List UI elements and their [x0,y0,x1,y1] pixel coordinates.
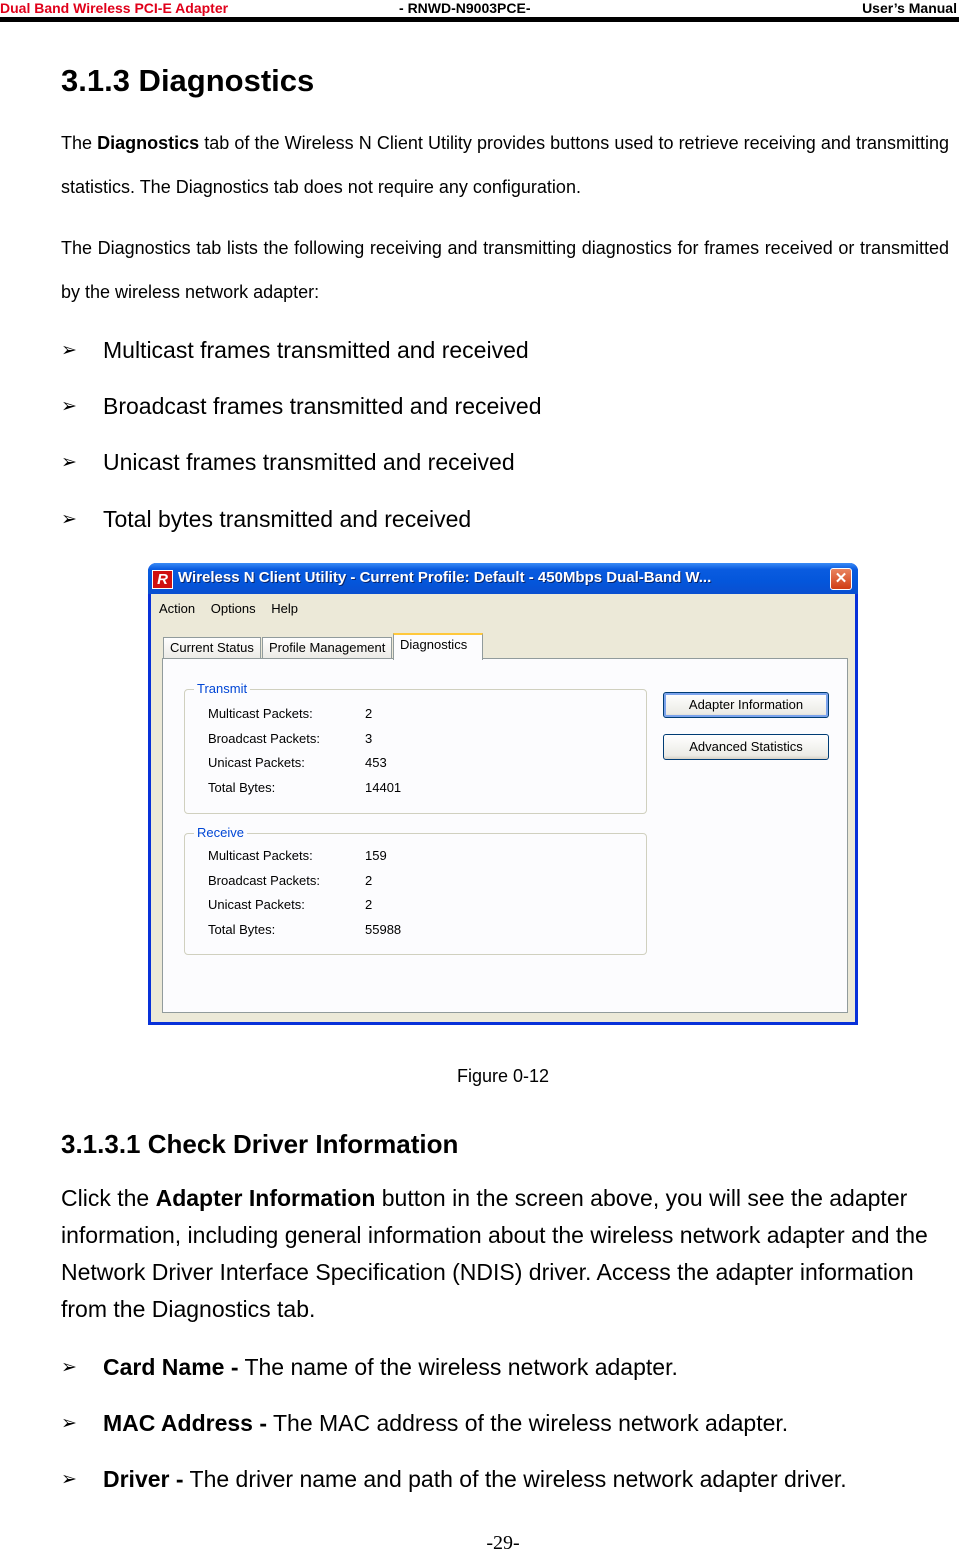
header-rule [0,17,959,22]
arrow-bullet-icon: ➢ [61,1468,77,1490]
figure-caption: Figure 0-12 [456,1066,550,1086]
transmit-group [184,681,647,814]
driver-info-paragraph: Click the Adapter Information button in the screen above, you will see the adapter information, including general information about the wireless network adapter and the Network Driver Interface Specification (NDIS) driver. Access the adapter information from the Diagnostics tab. [61,1185,928,1322]
advanced-statistics-button[interactable]: Advanced Statistics [663,734,829,760]
arrow-bullet-icon: ➢ [61,395,77,417]
stat-row: Unicast Packets: 453 [208,755,387,770]
arrow-bullet-icon: ➢ [61,1412,77,1434]
stat-row: Total Bytes: 14401 [208,780,402,795]
intro-paragraph: The Diagnostics tab of the Wireless N Client Utility provides buttons used to retrieve receiving and transmitting statistics. The Diagnostics tab does not require any configuration. [61,133,949,197]
app-logo-icon: R [152,570,173,589]
header-model: - RNWD-N9003PCE- [399,0,531,16]
stat-row: Broadcast Packets: 2 [208,873,373,888]
menu-bar [159,601,310,616]
header-manual: User’s Manual [862,0,957,16]
page-number: -29- [486,1532,520,1554]
tab-current-status[interactable]: Current Status [163,637,261,658]
stat-row: Total Bytes: 55988 [208,922,402,937]
arrow-bullet-icon: ➢ [61,1356,77,1378]
close-button[interactable]: ✕ [830,568,852,590]
window-titlebar [148,563,858,594]
utility-window-screenshot [148,563,858,1025]
window-title: Wireless N Client Utility - Current Profile: Default - 450Mbps Dual-Band W... [178,569,712,586]
stat-row: Multicast Packets: 159 [208,848,387,863]
stat-row: Unicast Packets: 2 [208,897,373,912]
tab-profile-management[interactable]: Profile Management [262,637,392,658]
header-product: Dual Band Wireless PCI-E Adapter [0,0,229,16]
diagnostics-paragraph: The Diagnostics tab lists the following receiving and transmitting diagnostics for frames received or transmitted by the wireless network adapter: [61,238,949,302]
tab-diagnostics[interactable]: Diagnostics [393,633,483,660]
adapter-information-button[interactable]: Adapter Information [663,692,829,718]
stat-row: Multicast Packets: 2 [208,706,373,721]
subsection-title: 3.1.3.1 Check Driver Information [61,1129,459,1159]
arrow-bullet-icon: ➢ [61,339,77,361]
section-title: 3.1.3 Diagnostics [61,63,315,98]
arrow-bullet-icon: ➢ [61,451,77,473]
diagnostics-panel [162,658,848,1013]
menu-options[interactable]: Options [210,601,256,616]
receive-group [184,825,647,955]
receive-label: Receive [194,825,247,841]
stat-row: Broadcast Packets: 3 [208,731,373,746]
arrow-bullet-icon: ➢ [61,508,77,530]
transmit-label: Transmit [194,681,250,697]
menu-help[interactable]: Help [271,601,298,616]
menu-action[interactable]: Action [159,601,196,616]
